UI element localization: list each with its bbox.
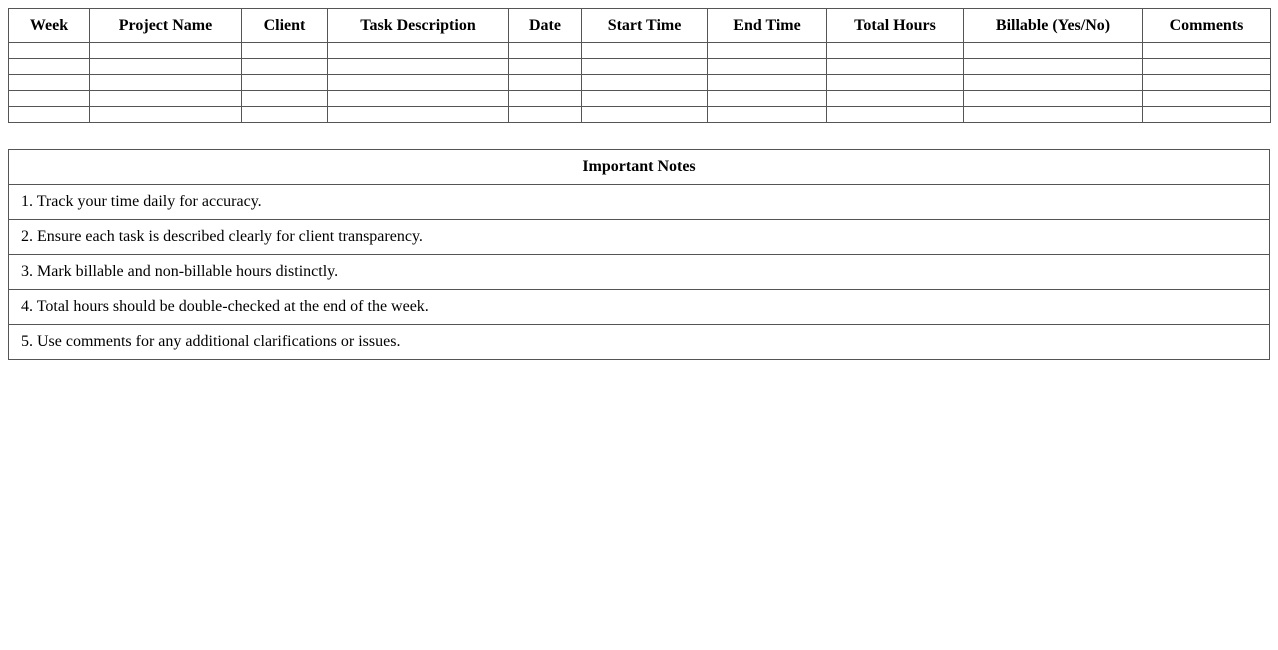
- cell-billable[interactable]: [964, 75, 1143, 91]
- column-header-end-time: End Time: [708, 9, 827, 43]
- cell-total-hours[interactable]: [827, 107, 964, 123]
- cell-project-name[interactable]: [90, 59, 242, 75]
- cell-billable[interactable]: [964, 91, 1143, 107]
- cell-total-hours[interactable]: [827, 91, 964, 107]
- cell-end-time[interactable]: [708, 43, 827, 59]
- cell-client[interactable]: [242, 59, 328, 75]
- column-header-week: Week: [9, 9, 90, 43]
- column-header-total-hours: Total Hours: [827, 9, 964, 43]
- cell-comments[interactable]: [1143, 91, 1271, 107]
- notes-table: [8, 149, 1270, 360]
- cell-client[interactable]: [242, 43, 328, 59]
- timesheet-header-row: [9, 9, 1271, 43]
- cell-date[interactable]: [509, 43, 582, 59]
- table-row: [9, 91, 1271, 107]
- notes-title: Important Notes: [9, 150, 1270, 185]
- cell-project-name[interactable]: [90, 43, 242, 59]
- cell-week[interactable]: [9, 43, 90, 59]
- note-item: 3. Mark billable and non-billable hours distinctly.: [9, 255, 1270, 290]
- cell-end-time[interactable]: [708, 107, 827, 123]
- cell-date[interactable]: [509, 59, 582, 75]
- note-row: [9, 290, 1270, 325]
- cell-start-time[interactable]: [582, 107, 708, 123]
- cell-end-time[interactable]: [708, 75, 827, 91]
- cell-total-hours[interactable]: [827, 75, 964, 91]
- cell-project-name[interactable]: [90, 75, 242, 91]
- column-header-project-name: Project Name: [90, 9, 242, 43]
- cell-total-hours[interactable]: [827, 43, 964, 59]
- cell-billable[interactable]: [964, 43, 1143, 59]
- cell-week[interactable]: [9, 107, 90, 123]
- cell-total-hours[interactable]: [827, 59, 964, 75]
- column-header-comments: Comments: [1143, 9, 1271, 43]
- cell-task-description[interactable]: [328, 75, 509, 91]
- cell-comments[interactable]: [1143, 59, 1271, 75]
- note-item: 4. Total hours should be double-checked at the end of the week.: [9, 290, 1270, 325]
- note-item: 2. Ensure each task is described clearly for client transparency.: [9, 220, 1270, 255]
- note-row: [9, 325, 1270, 360]
- note-item: 5. Use comments for any additional clarifications or issues.: [9, 325, 1270, 360]
- cell-date[interactable]: [509, 107, 582, 123]
- cell-date[interactable]: [509, 75, 582, 91]
- cell-week[interactable]: [9, 75, 90, 91]
- column-header-start-time: Start Time: [582, 9, 708, 43]
- cell-week[interactable]: [9, 59, 90, 75]
- note-item: 1. Track your time daily for accuracy.: [9, 185, 1270, 220]
- cell-billable[interactable]: [964, 59, 1143, 75]
- cell-comments[interactable]: [1143, 75, 1271, 91]
- cell-client[interactable]: [242, 107, 328, 123]
- cell-start-time[interactable]: [582, 59, 708, 75]
- cell-week[interactable]: [9, 91, 90, 107]
- column-header-client: Client: [242, 9, 328, 43]
- cell-billable[interactable]: [964, 107, 1143, 123]
- table-row: [9, 59, 1271, 75]
- cell-start-time[interactable]: [582, 75, 708, 91]
- cell-end-time[interactable]: [708, 91, 827, 107]
- note-row: [9, 255, 1270, 290]
- cell-project-name[interactable]: [90, 91, 242, 107]
- cell-task-description[interactable]: [328, 59, 509, 75]
- table-row: [9, 43, 1271, 59]
- note-row: [9, 185, 1270, 220]
- column-header-date: Date: [509, 9, 582, 43]
- column-header-billable: Billable (Yes/No): [964, 9, 1143, 43]
- column-header-task-description: Task Description: [328, 9, 509, 43]
- cell-end-time[interactable]: [708, 59, 827, 75]
- cell-task-description[interactable]: [328, 107, 509, 123]
- timesheet-table: [8, 8, 1271, 123]
- note-row: [9, 220, 1270, 255]
- cell-task-description[interactable]: [328, 91, 509, 107]
- cell-project-name[interactable]: [90, 107, 242, 123]
- cell-client[interactable]: [242, 75, 328, 91]
- cell-start-time[interactable]: [582, 43, 708, 59]
- notes-header-row: [9, 150, 1270, 185]
- cell-client[interactable]: [242, 91, 328, 107]
- timesheet-body: [9, 43, 1271, 123]
- cell-comments[interactable]: [1143, 43, 1271, 59]
- cell-date[interactable]: [509, 91, 582, 107]
- cell-comments[interactable]: [1143, 107, 1271, 123]
- cell-task-description[interactable]: [328, 43, 509, 59]
- table-row: [9, 107, 1271, 123]
- cell-start-time[interactable]: [582, 91, 708, 107]
- table-row: [9, 75, 1271, 91]
